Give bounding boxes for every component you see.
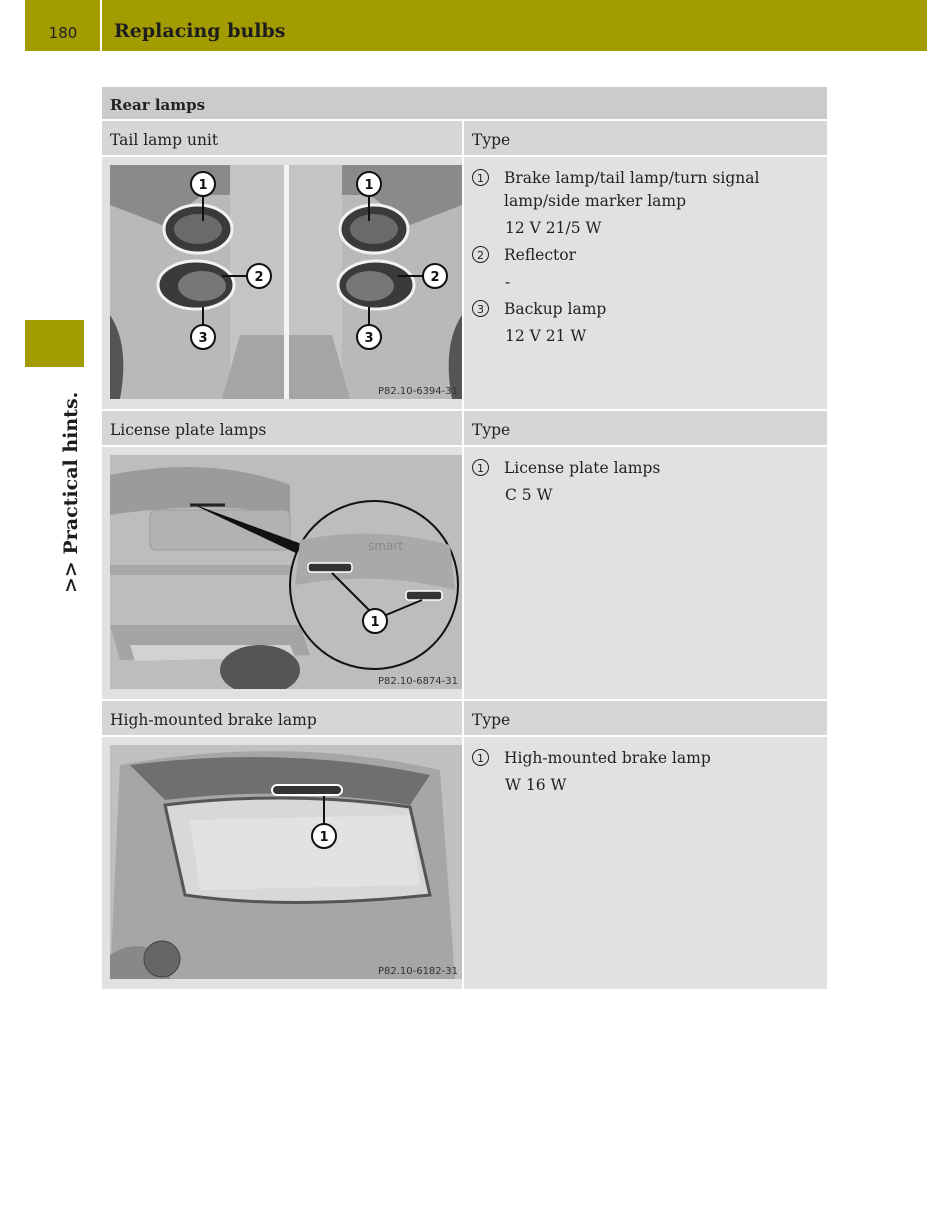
component-label: License plate lamps — [102, 411, 464, 447]
svg-text:1: 1 — [319, 830, 329, 845]
callout-number: 1 — [472, 749, 489, 766]
section-header-row — [102, 121, 827, 157]
svg-text:1: 1 — [370, 615, 380, 630]
svg-text:2: 2 — [430, 270, 440, 285]
rear-lamps-table — [102, 87, 827, 989]
page-title: Replacing bulbs — [114, 20, 286, 42]
lamp-name: High-mounted brake lamp — [504, 749, 711, 767]
svg-text:2: 2 — [254, 270, 264, 285]
license-plate-illustration — [110, 455, 462, 689]
callout-number: 2 — [472, 246, 489, 263]
type-header: Type — [464, 121, 827, 157]
section-header-row — [102, 411, 827, 447]
image-ref: P82.10-6874-31 — [377, 676, 458, 687]
image-ref: P82.10-6182-31 — [377, 966, 458, 977]
callout-number: 3 — [472, 300, 489, 317]
section-content-row — [102, 737, 827, 989]
bulb-spec: C 5 W — [505, 486, 553, 504]
list-item — [472, 457, 819, 480]
bulb-spec: - — [505, 273, 511, 291]
bulb-spec: 12 V 21/5 W — [505, 219, 602, 237]
callout-number: 1 — [472, 169, 489, 186]
side-tab-marker — [25, 320, 84, 367]
list-item — [472, 747, 819, 770]
lamp-name: Reflector — [504, 246, 577, 264]
header-divider — [100, 0, 102, 51]
tail-lamp-illustration — [110, 165, 462, 399]
lamp-name: Brake lamp/tail lamp/turn signal lamp/side marker lamp — [504, 169, 760, 210]
brand-mark: smart — [368, 539, 403, 553]
type-header: Type — [464, 411, 827, 447]
lamp-name: License plate lamps — [504, 459, 661, 477]
section-header-row — [102, 701, 827, 737]
brake-lamp-illustration — [110, 745, 462, 979]
section-content-row — [102, 157, 827, 409]
component-label: High-mounted brake lamp — [102, 701, 464, 737]
svg-text:1: 1 — [198, 178, 208, 193]
svg-text:3: 3 — [198, 331, 208, 346]
lamp-name: Backup lamp — [504, 300, 607, 318]
bulb-spec: 12 V 21 W — [505, 327, 587, 345]
type-header: Type — [464, 701, 827, 737]
section-content-row — [102, 447, 827, 699]
svg-text:3: 3 — [364, 331, 374, 346]
list-item — [472, 298, 819, 321]
bulb-spec: W 16 W — [505, 776, 567, 794]
list-item — [472, 244, 819, 267]
component-label: Tail lamp unit — [102, 121, 464, 157]
svg-text:1: 1 — [364, 178, 374, 193]
page-number: 180 — [48, 24, 78, 42]
image-ref: P82.10-6394-31 — [377, 386, 458, 397]
callout-number: 1 — [472, 459, 489, 476]
table-title: Rear lamps — [102, 87, 827, 121]
list-item — [472, 167, 819, 213]
side-tab-label: >> Practical hints. — [60, 391, 82, 593]
